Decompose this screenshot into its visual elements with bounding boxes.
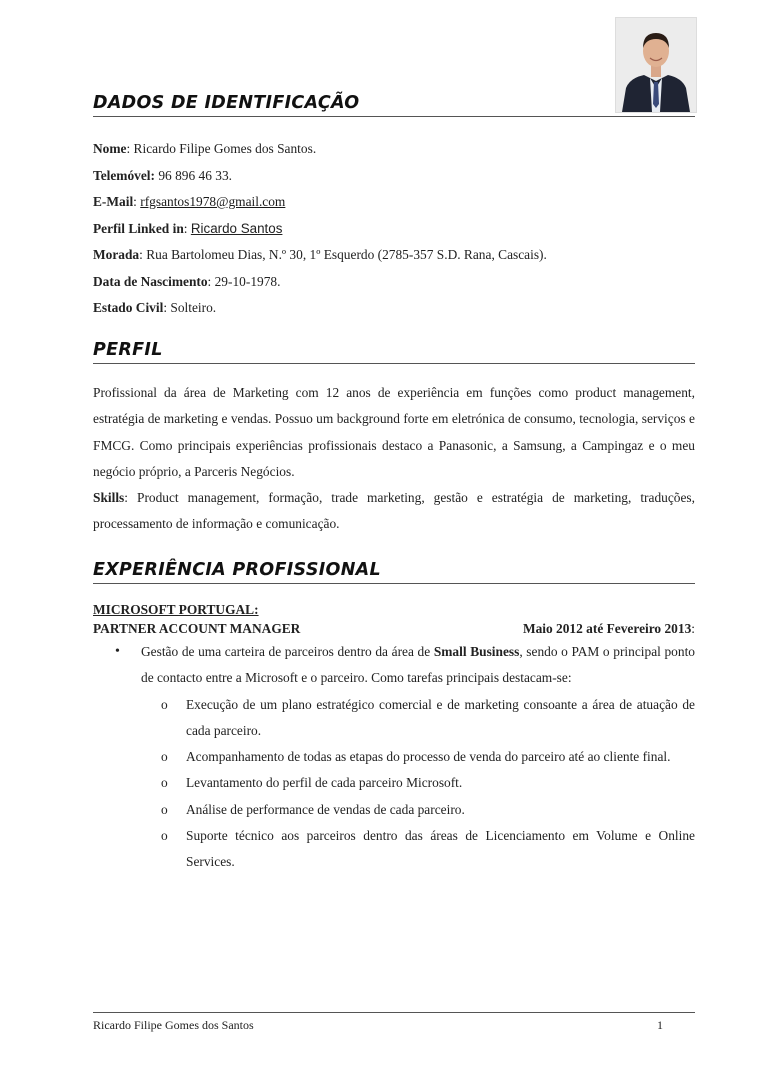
address-row <box>93 242 695 269</box>
role-period-suffix: : <box>691 621 695 636</box>
phone-row <box>93 163 695 190</box>
section-profile <box>93 340 695 364</box>
page-footer <box>93 1012 695 1033</box>
section-title-experience: EXPERIÊNCIA PROFISSIONAL <box>93 560 695 584</box>
sub-bullet-icon: o <box>161 749 168 765</box>
footer-author: Ricardo Filipe Gomes dos Santos <box>93 1018 254 1032</box>
tasks-list <box>93 692 695 876</box>
section-title-identification: DADOS DE IDENTIFICAÇÃO <box>93 93 695 117</box>
name-label: Nome <box>93 141 127 156</box>
sub-bullet-icon: o <box>161 696 168 712</box>
phone-value: 96 896 46 33. <box>154 167 232 183</box>
name-value: : Ricardo Filipe Gomes dos Santos. <box>126 141 317 156</box>
list-item <box>93 744 695 770</box>
skills-label: Skills <box>93 490 125 506</box>
section-title-profile: PERFIL <box>93 340 695 364</box>
email-row <box>93 189 695 216</box>
list-item <box>93 692 695 745</box>
section-identification <box>93 93 695 117</box>
sub-bullet-icon: o <box>161 828 168 844</box>
role-period: Maio 2012 até Fevereiro 2013 <box>522 621 692 636</box>
sub-bullet-icon: o <box>161 775 168 791</box>
email-link[interactable]: rfgsantos1978@gmail.com <box>140 194 286 209</box>
company-name: MICROSOFT PORTUGAL: <box>93 602 259 617</box>
task-text: Execução de um plano estratégico comercial e de marketing consoante a área de atuação de cada parceiro. <box>186 696 695 738</box>
task-text: Suporte técnico aos parceiros dentro das áreas de Licenciamento em Volume e Online Services. <box>186 828 695 870</box>
linkedin-sep: : <box>183 220 191 236</box>
birth-value: : 29-10-1978. <box>207 273 281 289</box>
bullet-icon: • <box>115 644 120 659</box>
bullet-text-bold: Small Business <box>433 644 520 659</box>
task-text: Análise de performance de vendas de cada parceiro. <box>186 801 465 817</box>
page-number: 1 <box>657 1018 663 1032</box>
name-row <box>93 136 695 163</box>
email-label: E-Mail <box>93 194 134 209</box>
task-text: Acompanhamento de todas as etapas do processo de venda do parceiro até ao cliente final. <box>186 749 671 765</box>
birth-row <box>93 269 695 296</box>
section-experience <box>93 560 695 584</box>
bullet-text-pre: Gestão de uma carteira de parceiros dentro da área de <box>141 644 434 659</box>
email-sep: : <box>133 194 141 209</box>
skills-paragraph <box>93 485 695 538</box>
responsibilities-list <box>93 639 695 692</box>
identification-details <box>93 136 695 322</box>
experience-body <box>93 601 695 876</box>
role-row <box>93 619 695 639</box>
bullet-text-post: , sendo o PAM o principal ponto de contacto entre a Microsoft e o parceiro. Como tarefas principais destacam-se: <box>141 644 695 686</box>
civil-value: : Solteiro. <box>163 300 217 315</box>
role-period-wrap <box>523 619 695 639</box>
linkedin-label: Perfil Linked in <box>93 220 184 236</box>
skills-text: : Product management, formação, trade marketing, gestão e estratégia de marketing, traduções, processamento de informação e comunicação. <box>93 490 695 532</box>
list-item <box>93 639 695 692</box>
sub-bullet-icon: o <box>161 801 168 817</box>
role-title: PARTNER ACCOUNT MANAGER <box>93 621 301 636</box>
birth-label: Data de Nascimento <box>93 273 208 289</box>
list-item <box>93 770 695 796</box>
task-text: Levantamento do perfil de cada parceiro Microsoft. <box>186 775 463 791</box>
civil-label: Estado Civil <box>93 300 164 315</box>
profile-body <box>93 380 695 538</box>
linkedin-row <box>93 216 695 243</box>
address-label: Morada <box>93 247 140 262</box>
profile-summary: Profissional da área de Marketing com 12 anos de experiência em funções como product management, estratégia de marketing e vendas. Possuo um background forte em eletrónica de consumo, tecnologia, serviços e FMCG. Como principais experiências profissionais destaco a Panasonic, a Samsung, a Campingaz e o meu negócio próprio, a Parceris Negócios. <box>93 385 695 479</box>
list-item <box>93 823 695 876</box>
list-item <box>93 797 695 823</box>
linkedin-link[interactable]: Ricardo Santos <box>190 220 283 236</box>
civil-row <box>93 295 695 322</box>
phone-label: Telemóvel: <box>93 167 155 183</box>
address-value: : Rua Bartolomeu Dias, N.º 30, 1º Esquerdo (2785-357 S.D. Rana, Cascais). <box>139 247 547 262</box>
